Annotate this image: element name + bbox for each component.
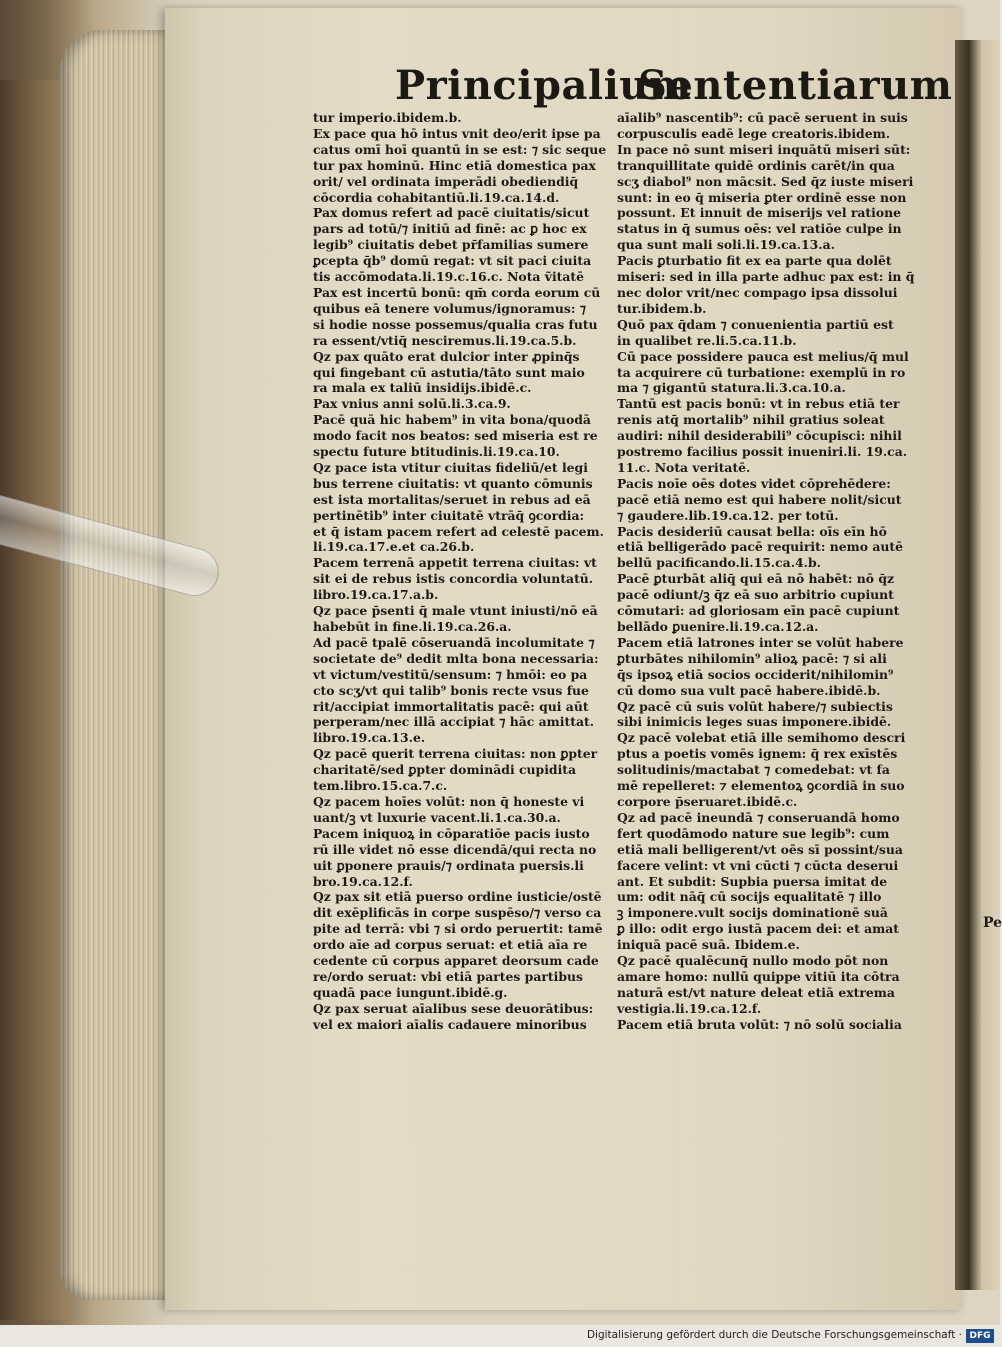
text-line: Qz pace p̄senti q̄ male vtunt iniusti/nō eā bbox=[313, 603, 598, 619]
text-line: audiri: nihil desiderabili⁹ cōcupisci: nihil bbox=[617, 428, 902, 444]
text-line: renis atq̄ mortalib⁹ nihil gratius soleat bbox=[617, 412, 885, 428]
text-line: rit/accipiat immortalitatis pacē: qui aūt bbox=[313, 698, 589, 714]
text-line: postremo facilius possit inueniri.li. 19.ca. bbox=[617, 444, 908, 460]
text-line: bellū pacificando.li.15.ca.4.b. bbox=[617, 555, 821, 571]
text-line: bellādo ꝑuenire.li.19.ca.12.a. bbox=[617, 619, 819, 634]
text-line: tem.libro.15.ca.7.c. bbox=[313, 778, 448, 794]
text-line: Pax est incertū bonū: qm̄ corda eorum cū bbox=[313, 284, 601, 300]
text-line: ma ⁊ gigantū statura.li.3.ca.10.a. bbox=[617, 380, 846, 396]
text-line: li.19.ca.17.e.et ca.26.b. bbox=[313, 539, 475, 555]
text-line: ra essent/vtiq̄ nesciremus.li.19.ca.5.b. bbox=[313, 332, 577, 348]
text-line: tur.ibidem.b. bbox=[617, 300, 707, 316]
text-line: libro.19.ca.17.a.b. bbox=[313, 587, 439, 603]
text-line: Qz pax sit etiā puerso ordine iusticie/ostē bbox=[313, 889, 602, 905]
text-line: tranquillitate quidē ordinis carēt/in qua bbox=[617, 157, 895, 173]
text-line: quibus eā tenere volumus/ignoramus: ⁊ bbox=[313, 300, 586, 316]
text-line: status in q̄ sumus oēs: vel ratiōe culpe in bbox=[617, 221, 902, 237]
dfg-logo: DFG bbox=[966, 1329, 994, 1343]
text-line: orit/ vel ordinata imperādi obediendiq̄ bbox=[313, 173, 579, 189]
text-line: solitudinis/mactabat ⁊ comedebat: vt fa bbox=[617, 762, 890, 778]
text-line: cto scʒ/vt qui talib⁹ bonis recte vsus fue bbox=[313, 682, 589, 698]
text-line: cōcordia cohabitantiū.li.19.ca.14.d. bbox=[313, 189, 560, 205]
text-line: sibi inimicis leges suas imponere.ibidē. bbox=[617, 714, 892, 730]
text-line: ordo aīe ad corpus seruat: et etiā aīa re bbox=[313, 937, 588, 953]
text-line: cedente cū corpus apparet deorsum cade bbox=[313, 953, 599, 969]
text-line: fert quodāmodo nature sue legib⁹: cum bbox=[617, 825, 890, 841]
text-line: spectu future btitudinis.li.19.ca.10. bbox=[313, 444, 560, 460]
text-line: Qz pace ista vtitur ciuitas fideliū/et legi bbox=[313, 459, 588, 475]
text-line: Tantū est pacis bonū: vt in rebus etiā ter bbox=[617, 396, 900, 412]
text-line: ⁊ gaudere.lib.19.ca.12. per totū. bbox=[617, 507, 839, 523]
text-line: Qz pax quāto erat dulcior inter ꝓpinq̄s bbox=[313, 348, 580, 364]
text-line: tur imperio.ibidem.b. bbox=[313, 110, 462, 125]
text-line: corpore p̄seruaret.ibidē.c. bbox=[617, 793, 798, 809]
running-head bbox=[395, 62, 953, 112]
text-line: Ad pacē tpalē cōseruandā incolumitate ⁊ bbox=[313, 634, 595, 650]
text-line: Pacis noīe oēs dotes videt cōprehēdere: bbox=[617, 475, 891, 491]
text-line: habebūt in fine.li.19.ca.26.a. bbox=[313, 619, 512, 634]
text-line: Qz pacē qualēcunq̄ nullo modo pōt non bbox=[617, 953, 889, 969]
text-line: Qz ad pacē ineundā ⁊ conseruandā homo bbox=[617, 809, 900, 825]
text-line: Quō pax q̄dam ⁊ conuenientia partiū est bbox=[617, 316, 894, 332]
text-line: Ex pace qua hō intus vnit deo/erit ipse pa bbox=[313, 125, 601, 141]
text-line: modo facit nos beatos: sed miseria est re bbox=[313, 428, 598, 444]
text-line: scʒ diabol⁹ non mācsit. Sed q̄z iuste miseri bbox=[617, 173, 914, 189]
text-line: 11.c. Nota veritatē. bbox=[617, 459, 751, 475]
text-line: tur pax hominū. Hinc etiā domestica pax bbox=[313, 157, 596, 173]
text-line: Pacem terrenā appetit terrena ciuitas: vt bbox=[313, 555, 597, 571]
text-line: pite ad terrā: vbi ⁊ si ordo peruertit: tamē bbox=[313, 921, 603, 937]
text-line: In pace nō sunt miseri inquātū miseri sūt: bbox=[617, 141, 911, 157]
text-line: pacē odiunt/ꝫ q̄z eā suo arbitrio cupiunt bbox=[617, 587, 894, 603]
text-line: corpusculis eadē lege creatoris.ibidem. bbox=[617, 125, 891, 141]
text-line: pertinētib⁹ inter ciuitatē vtrāq̄ ꝯcordia: bbox=[313, 507, 585, 523]
text-line: rū ille videt nō esse dicendā/qui recta no bbox=[313, 841, 597, 857]
text-line: miseri: sed in illa parte adhuc pax est: in q̄ bbox=[617, 269, 915, 285]
text-line: um: odit nāq̄ cū socijs equalitatē ⁊ illo bbox=[617, 889, 882, 905]
text-line: societate de⁹ dedit mlta bona necessaria: bbox=[313, 650, 599, 666]
text-line: Pacis ꝑturbatio fit ex ea parte qua dolēt bbox=[617, 253, 892, 269]
text-line: re/ordo seruat: vbi etiā partes partibus bbox=[313, 968, 583, 984]
text-line: qui fingebant cū astutia/tāto sunt maio bbox=[313, 364, 585, 380]
text-line: Cū pace possidere pauca est melius/q̄ mul bbox=[617, 348, 909, 364]
adjacent-page-fragment: Pe bbox=[983, 915, 1002, 931]
text-line: catus omī hoī quantū in se est: ⁊ sic seque bbox=[313, 141, 607, 157]
text-line: vel ex maiori aīalis cadauere minoribus bbox=[313, 1016, 587, 1032]
text-line: Pacē ꝑturbāt aliq̄ qui eā nō habēt: nō q̄z bbox=[617, 571, 895, 587]
text-line: naturā est/vt nature deleat etiā extrema bbox=[617, 984, 895, 1000]
text-line: Pacem iniquoꝝ in cōparatiōe pacis iusto bbox=[313, 825, 590, 841]
text-line: etiā belligerādo pacē requirit: nemo autē bbox=[617, 539, 903, 555]
text-line: vt victum/vestitū/sensum: ⁊ hmōi: eo pa bbox=[313, 666, 588, 682]
text-line: ta acquirere cū turbatione: exemplū in ro bbox=[617, 364, 906, 380]
text-line: iniquā pacē suā. Ibidem.e. bbox=[617, 937, 800, 953]
text-line: Qz pax seruat aīalibus sese deuorātibus: bbox=[313, 1000, 594, 1016]
text-line: in qualibet re.li.5.ca.11.b. bbox=[617, 332, 797, 348]
text-line: nec dolor vrit/nec compago ipsa dissolui bbox=[617, 284, 898, 300]
text-line: quadā pace iungunt.ibidē.g. bbox=[313, 984, 508, 1000]
text-line: Pacē quā hic habem⁹ in vita bona/quodā bbox=[313, 412, 591, 428]
text-line: facere velint: vt vni cūcti ⁊ cūcta deserui bbox=[617, 857, 899, 873]
text-line: aīalib⁹ nascentib⁹: cū pacē seruent in suis bbox=[617, 110, 908, 125]
text-line: uant/ꝫ vt luxurie vacent.li.1.ca.30.a. bbox=[313, 809, 561, 825]
text-line: mē repelleret: ⁊ elementoꝝ ꝯcordiā in suo bbox=[617, 778, 905, 794]
text-line: etiā mali belligerent/vt oēs sī possint/sua bbox=[617, 841, 903, 857]
text-line: sit ei de rebus istis concordia voluntatū. bbox=[313, 571, 594, 587]
text-line: charitatē/sed ꝑpter dominādi cupidita bbox=[313, 762, 577, 778]
text-line: Qz pacē cū suis volūt habere/⁊ subiectis bbox=[617, 698, 893, 714]
text-line: qua sunt mali soli.li.19.ca.13.a. bbox=[617, 237, 835, 253]
text-line: vestigia.li.19.ca.12.f. bbox=[617, 1000, 762, 1016]
text-line: cōmutari: ad gloriosam eīn pacē cupiunt bbox=[617, 603, 900, 619]
text-line: Qz pacē volebat etiā ille semihomo descri bbox=[617, 730, 906, 746]
text-line: Pacis desideriū causat bella: oīs eīn hō bbox=[617, 523, 887, 539]
text-line: bus terrene ciuitatis: vt quanto cōmunis bbox=[313, 475, 593, 491]
text-line: Qz pacē querit terrena ciuitas: non ꝑpter bbox=[313, 746, 598, 762]
text-line: ꝑcepta q̄b⁹ domū regat: vt sit paci ciuita bbox=[313, 253, 592, 269]
running-head-right: Sententiarum bbox=[638, 62, 953, 109]
text-line: si hodie nosse possemus/qualia cras futu bbox=[313, 316, 598, 332]
text-line: Qz pacem hoīes volūt: non q̄ honeste vi bbox=[313, 793, 585, 809]
text-line: q̄s ipsoꝝ etiā socios occiderit/nihilomin⁹ bbox=[617, 666, 894, 682]
text-line: bro.19.ca.12.f. bbox=[313, 873, 413, 889]
running-head-left: Principalium bbox=[395, 62, 692, 109]
text-line: amare homo: nullū quippe vitiū ita cōtra bbox=[617, 968, 900, 984]
text-line: Pax domus refert ad pacē ciuitatis/sicut bbox=[313, 205, 590, 221]
text-line: possunt. Et innuit de miserijs vel ratione bbox=[617, 205, 901, 221]
text-line: est ista mortalitas/seruet in rebus ad eā bbox=[313, 491, 591, 507]
text-line: cū domo sua vult pacē habere.ibidē.b. bbox=[617, 682, 881, 698]
text-line: tis accōmodata.li.19.c.16.c. Nota ṽitatē bbox=[313, 269, 585, 285]
text-line: ꝑturbātes nihilomin⁹ alioꝝ pacē: ⁊ si ali bbox=[617, 650, 887, 666]
left-text-column bbox=[313, 110, 607, 1033]
footer-credit: Digitalisierung gefördert durch die Deutsche Forschungsgemeinschaft · bbox=[586, 1329, 962, 1341]
text-line: pars ad totū/⁊ initiū ad finē: ac ꝑ hoc ex bbox=[313, 221, 587, 237]
text-line: ra mala ex taliū insidijs.ibidē.c. bbox=[313, 380, 532, 396]
page-edges bbox=[60, 30, 170, 1300]
text-line: pacē etiā nemo est qui habere nolit/sicut bbox=[617, 491, 902, 507]
text-line: sunt: in eo q̄ miseria ꝑter ordinē esse non bbox=[617, 189, 907, 205]
text-line: et q̄ istam pacem refert ad celestē pacem. bbox=[313, 523, 604, 539]
text-line: perperam/nec illā accipiat ⁊ hāc amittat. bbox=[313, 714, 595, 730]
next-page-gutter bbox=[955, 40, 1000, 1290]
text-line: dit exēplificās in corpe suspēso/⁊ verso ca bbox=[313, 905, 602, 921]
right-text-column bbox=[617, 110, 915, 1033]
text-line: ant. Et subdit: Supbia puersa imitat de bbox=[617, 873, 888, 889]
text-line: ꝫ imponere.vult socijs dominationē suā bbox=[617, 905, 888, 921]
text-line: libro.19.ca.13.e. bbox=[313, 730, 426, 746]
text-line: legib⁹ ciuitatis debet pr̄familias sumere bbox=[313, 237, 589, 253]
text-line: ptus a poetis vomēs ignem: q̄ rex exīstēs bbox=[617, 746, 898, 762]
text-line: Pax vnius anni solū.li.3.ca.9. bbox=[313, 396, 511, 412]
text-line: Pacem etiā latrones inter se volūt habere bbox=[617, 634, 904, 650]
text-line: Pacem etiā bruta volūt: ⁊ nō solū socialia bbox=[617, 1016, 902, 1032]
text-line: ꝑ illo: odit ergo iustā pacem dei: et amat bbox=[617, 921, 900, 937]
text-line: uit ꝑponere prauis/⁊ ordinata puersis.li bbox=[313, 857, 584, 873]
